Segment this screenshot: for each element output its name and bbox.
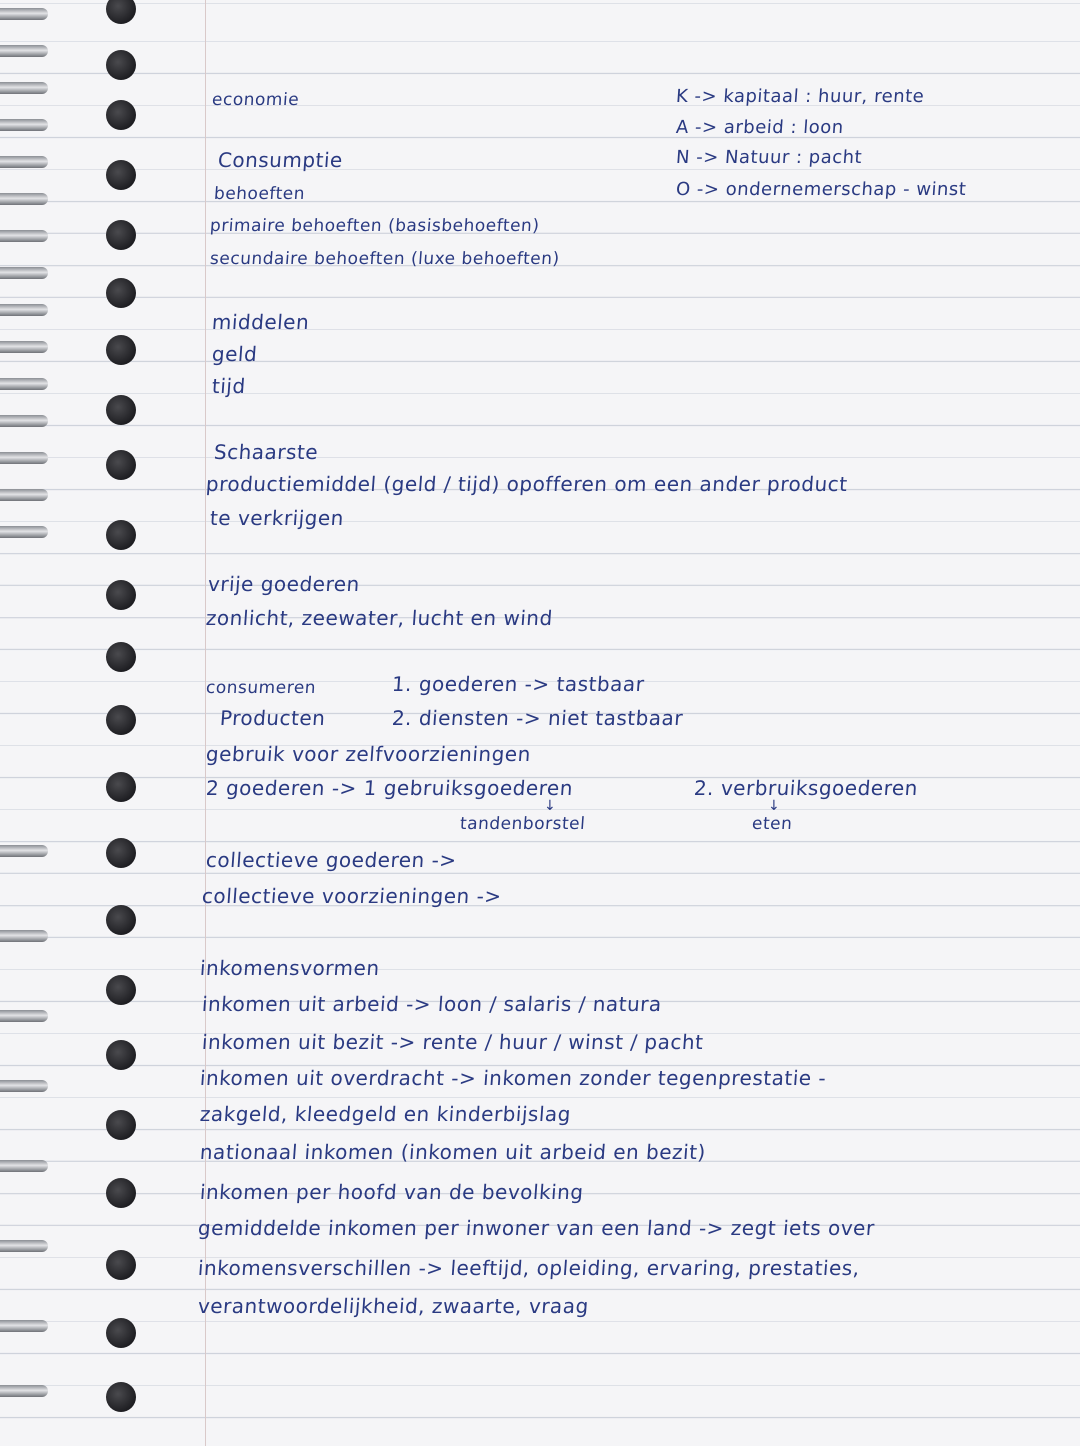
punch-hole bbox=[106, 278, 136, 308]
note-per-hoofd: inkomen per hoofd van de bevolking bbox=[199, 1180, 585, 1204]
note-collectieve-goederen: collectieve goederen -> bbox=[205, 848, 458, 872]
note-inkomen-bezit: inkomen uit bezit -> rente / huur / winst / pacht bbox=[201, 1030, 705, 1054]
punch-hole bbox=[106, 1318, 136, 1348]
note-behoeften: behoeften bbox=[213, 184, 306, 204]
punch-hole bbox=[106, 705, 136, 735]
spiral-coil bbox=[0, 1160, 48, 1172]
punch-hole bbox=[106, 220, 136, 250]
punch-hole bbox=[106, 520, 136, 550]
note-arbeid: A -> arbeid : loon bbox=[675, 117, 845, 138]
punch-hole bbox=[106, 395, 136, 425]
note-twee-goederen: 2 goederen -> 1 gebruiksgoederen bbox=[205, 776, 574, 800]
note-productiemiddel: productiemiddel (geld / tijd) opofferen om een ander product bbox=[205, 472, 849, 496]
spiral-coil bbox=[0, 1240, 48, 1252]
punch-hole bbox=[106, 975, 136, 1005]
note-secundaire: secundaire behoeften (luxe behoeften) bbox=[209, 249, 561, 269]
note-kapitaal: K -> kapitaal : huur, rente bbox=[675, 86, 925, 107]
note-natuur: N -> Natuur : pacht bbox=[675, 147, 863, 168]
note-nationaal: nationaal inkomen (inkomen uit arbeid en bezit) bbox=[199, 1140, 707, 1164]
spiral-coil bbox=[0, 267, 48, 279]
spiral-coil bbox=[0, 156, 48, 168]
note-gebruik: gebruik voor zelfvoorzieningen bbox=[205, 742, 532, 766]
spiral-coil bbox=[0, 119, 48, 131]
punch-hole bbox=[106, 1110, 136, 1140]
punch-hole bbox=[106, 335, 136, 365]
punch-hole bbox=[106, 642, 136, 672]
note-verschillen: inkomensverschillen -> leeftijd, opleiding, ervaring, prestaties, bbox=[197, 1256, 861, 1280]
heading-economie: economie bbox=[211, 90, 300, 110]
punch-hole bbox=[106, 450, 136, 480]
punch-hole bbox=[106, 838, 136, 868]
punch-hole bbox=[106, 160, 136, 190]
punch-hole bbox=[106, 580, 136, 610]
heading-vrije-goederen: vrije goederen bbox=[207, 572, 361, 596]
note-collectieve-voorzieningen: collectieve voorzieningen -> bbox=[201, 884, 503, 908]
note-diensten: 2. diensten -> niet tastbaar bbox=[391, 706, 684, 730]
note-goederen-tastbaar: 1. goederen -> tastbaar bbox=[391, 672, 646, 696]
punch-hole bbox=[106, 905, 136, 935]
punch-hole bbox=[106, 50, 136, 80]
spiral-coil bbox=[0, 526, 48, 538]
spiral-coil bbox=[0, 230, 48, 242]
heading-consumptie: Consumptie bbox=[217, 148, 344, 172]
punch-hole bbox=[106, 1178, 136, 1208]
spiral-coil bbox=[0, 845, 48, 857]
punch-hole bbox=[106, 1040, 136, 1070]
note-eten: eten bbox=[751, 814, 794, 834]
spiral-coil bbox=[0, 489, 48, 501]
spiral-coil bbox=[0, 930, 48, 942]
spiral-coil bbox=[0, 341, 48, 353]
spiral-coil bbox=[0, 45, 48, 57]
note-primaire: primaire behoeften (basisbehoeften) bbox=[209, 216, 541, 236]
heading-schaarste: Schaarste bbox=[213, 440, 320, 464]
note-tandenborstel: tandenborstel bbox=[459, 814, 586, 834]
heading-middelen: middelen bbox=[211, 310, 311, 334]
note-gemiddelde: gemiddelde inkomen per inwoner van een land -> zegt iets over bbox=[197, 1216, 876, 1240]
spiral-coil bbox=[0, 1010, 48, 1022]
note-tijd: tijd bbox=[211, 374, 247, 398]
punch-hole bbox=[106, 0, 136, 24]
note-verbruiksgoederen: 2. verbruiksgoederen bbox=[693, 776, 919, 800]
spiral-coil bbox=[0, 415, 48, 427]
spiral-coil bbox=[0, 1385, 48, 1397]
heading-inkomensvormen: inkomensvormen bbox=[199, 956, 381, 980]
punch-hole bbox=[106, 1250, 136, 1280]
note-inkomen-overdracht: inkomen uit overdracht -> inkomen zonder tegenprestatie - bbox=[199, 1066, 828, 1090]
note-verantwoordelijkheid: verantwoordelijkheid, zwaarte, vraag bbox=[197, 1294, 590, 1318]
note-geld: geld bbox=[211, 342, 259, 366]
spiral-coil bbox=[0, 304, 48, 316]
punch-hole bbox=[106, 772, 136, 802]
note-zakgeld: zakgeld, kleedgeld en kinderbijslag bbox=[199, 1102, 572, 1126]
note-inkomen-arbeid: inkomen uit arbeid -> loon / salaris / natura bbox=[201, 992, 663, 1016]
spiral-coil bbox=[0, 8, 48, 20]
note-producten: Producten bbox=[219, 706, 327, 730]
spiral-coil bbox=[0, 378, 48, 390]
note-te-verkrijgen: te verkrijgen bbox=[209, 506, 345, 530]
spiral-binding bbox=[0, 0, 60, 1446]
spiral-coil bbox=[0, 1320, 48, 1332]
note-ondernemerschap: O -> ondernemerschap - winst bbox=[675, 179, 968, 200]
spiral-coil bbox=[0, 452, 48, 464]
punch-hole bbox=[106, 100, 136, 130]
spiral-coil bbox=[0, 1080, 48, 1092]
heading-consumeren: consumeren bbox=[205, 678, 317, 698]
spiral-coil bbox=[0, 82, 48, 94]
punch-hole bbox=[106, 1382, 136, 1412]
arrow-down-icon: ↓ bbox=[544, 798, 556, 814]
spiral-coil bbox=[0, 193, 48, 205]
note-zonlicht: zonlicht, zeewater, lucht en wind bbox=[205, 606, 554, 630]
arrow-down-icon: ↓ bbox=[768, 798, 780, 814]
